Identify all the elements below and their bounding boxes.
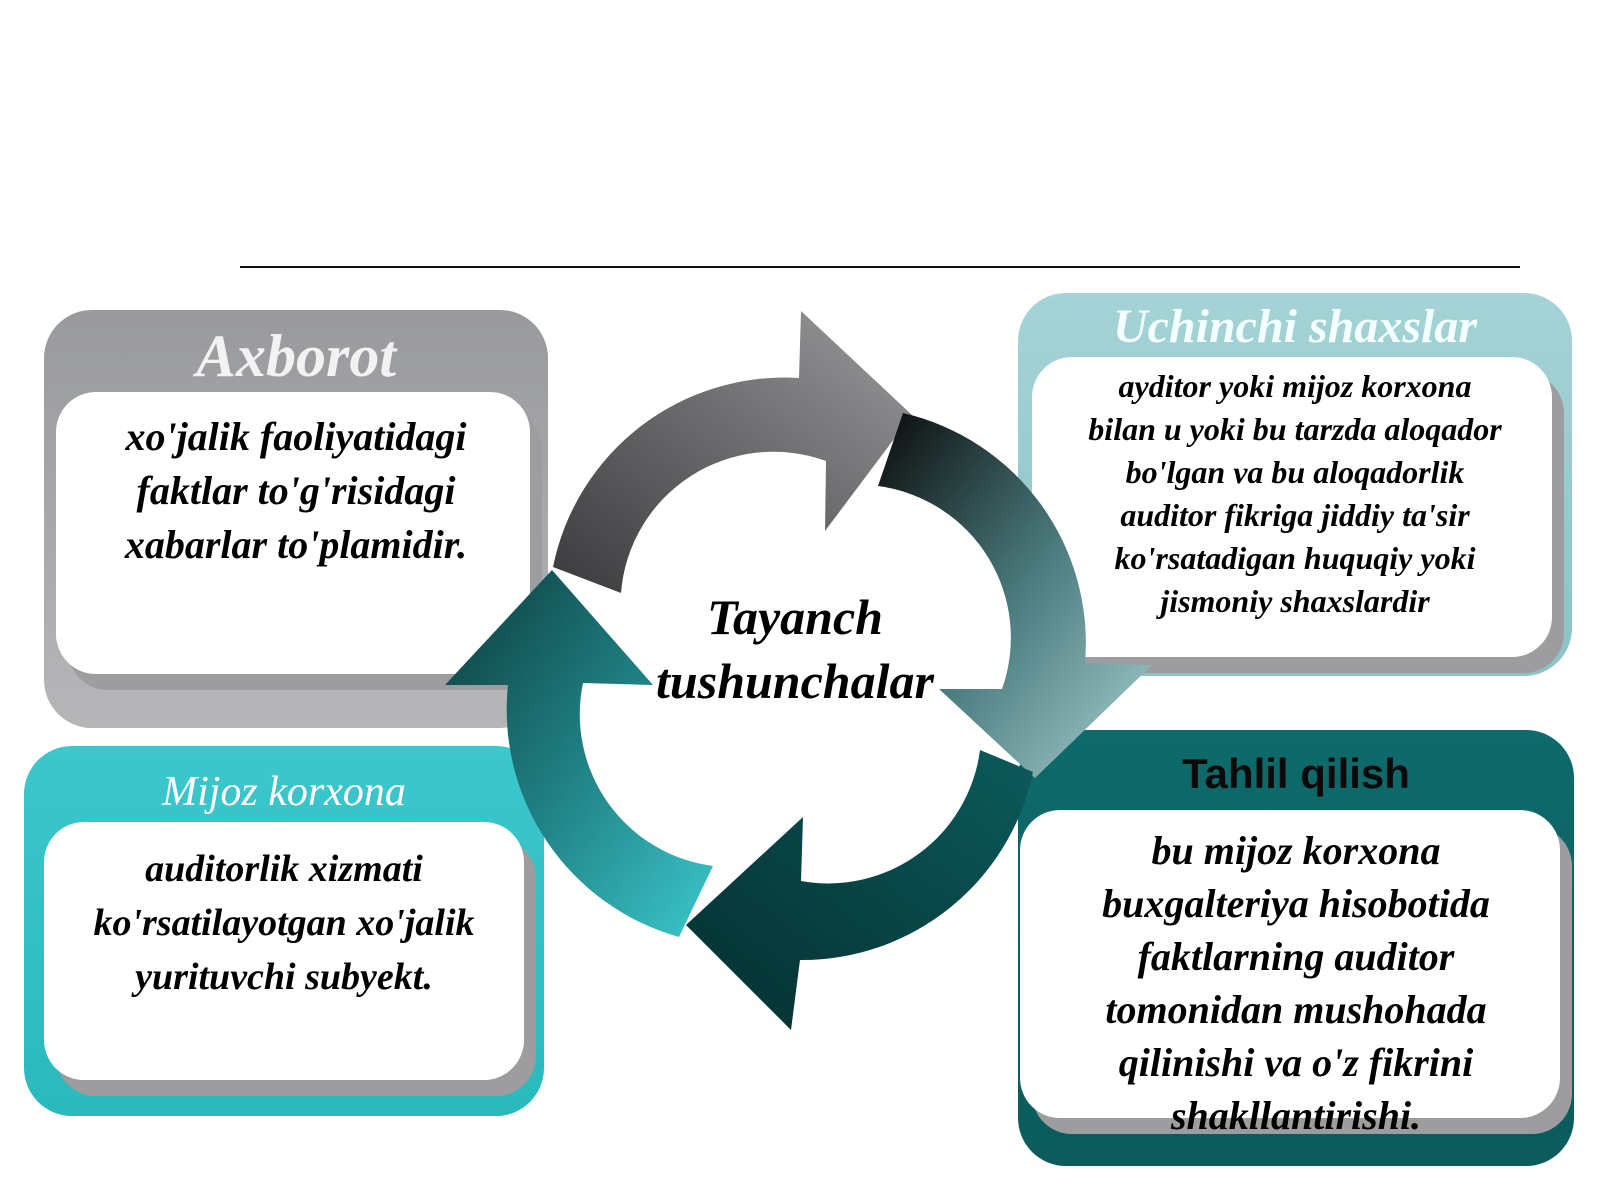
text-line: bo'lgan va bu aloqadorlik	[1125, 454, 1465, 490]
text-line: jismoniy shaxslardir	[1160, 583, 1430, 619]
text-line: ayditor yoki mijoz korxona	[1118, 368, 1472, 404]
text-line: faktlar to'g'risidagi	[136, 468, 456, 513]
text-line: bu mijoz korxona	[1151, 828, 1441, 873]
text-line: faktlarning auditor	[1137, 934, 1455, 979]
text-line: xabarlar to'plamidir.	[124, 522, 468, 567]
text-line: buxgalteriya hisobotida	[1102, 881, 1490, 926]
text-line: bilan u yoki bu tarzda aloqador	[1088, 411, 1502, 447]
arrow-bottom	[686, 750, 1033, 1030]
text-line: ko'rsatadigan huquqiy yoki	[1114, 540, 1476, 576]
card-mijoz-title: Mijoz korxona	[162, 769, 406, 815]
arrow-top	[553, 311, 912, 593]
center-label-line: Tayanch	[707, 589, 883, 645]
text-line: shakllantirishi.	[1170, 1093, 1422, 1138]
text-line: ko'rsatilayotgan xo'jalik	[93, 902, 475, 944]
text-line: yurituvchi subyekt.	[135, 956, 433, 998]
text-line: xo'jalik faoliyatidagi	[125, 414, 467, 459]
text-line: auditorlik xizmati	[145, 848, 423, 890]
center-label	[630, 585, 960, 713]
card-axborot-title: Axborot	[195, 323, 397, 389]
card-tahlil-title: Tahlil qilish	[1182, 750, 1410, 797]
card-uchinchi-title: Uchinchi shaxslar	[1112, 300, 1478, 353]
text-line: qilinishi va o'z fikrini	[1118, 1040, 1474, 1085]
text-line: auditor fikriga jiddiy ta'sir	[1120, 497, 1470, 533]
center-label-line: tushunchalar	[656, 653, 934, 709]
text-line: tomonidan mushohada	[1105, 987, 1487, 1032]
